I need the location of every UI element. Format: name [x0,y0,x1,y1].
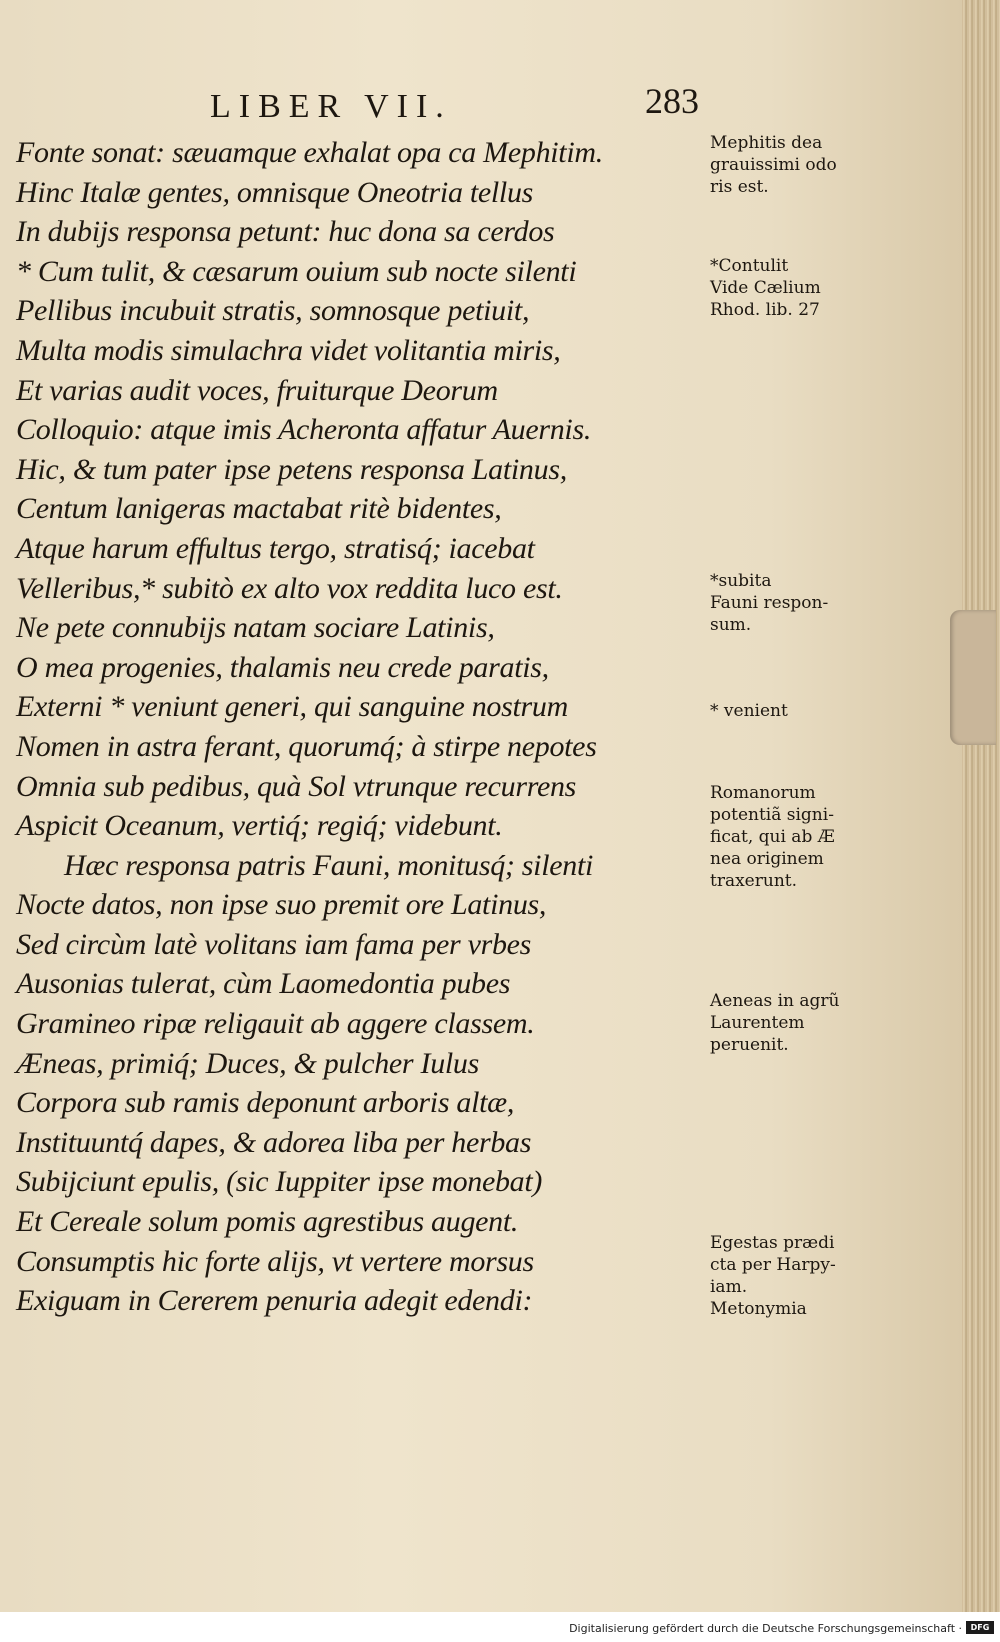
verse-line: Instituuntq́ dapes, & adorea liba per herbas [16,1125,532,1159]
verse-line: Ausonias tulerat, cùm Laomedontia pubes [16,967,511,1001]
dfg-logo: DFG [966,1621,994,1634]
margin-note-mephitis [710,132,837,198]
margin-note-egestas [710,1232,836,1320]
margin-note-line: Aeneas in agrũ [710,991,840,1011]
margin-note-venient [710,700,788,722]
margin-note-line: Romanorum [710,783,816,803]
margin-note-line: potentiã signi- [710,805,834,825]
margin-note-line: Mephitis dea [710,133,823,153]
margin-note-romanorum [710,782,835,892]
verse-line: Consumptis hic forte alijs, vt vertere morsus [16,1244,534,1278]
digitization-footer [0,1612,1000,1642]
margin-note-line: grauissimi odo [710,155,837,175]
page-edges [962,0,1000,1612]
verse-line: * Cum tulit, & cæsarum ouium sub nocte silenti [16,254,577,288]
verse-line: Exiguam in Cererem penuria adegit edendi: [16,1284,533,1318]
funding-notice: Digitalisierung gefördert durch die Deutsche Forschungsgemeinschaft · [569,1622,962,1635]
margin-note-line: *Contulit [710,256,789,276]
verse-line: Hinc Italæ gentes, omnisque Oneotria tellus [16,175,534,209]
verse-line: Atque harum effultus tergo, stratisq́; iacebat [16,531,535,565]
margin-note-line: ficat, qui ab Æ [710,827,835,847]
verse-line: Pellibus incubuit stratis, somnosque petiuit, [16,294,530,328]
verse-line: Nocte datos, non ipse suo premit ore Latinus, [16,888,547,922]
running-head: LIBER VII. [210,88,452,125]
verse-line: Centum lanigeras mactabat ritè bidentes, [16,492,502,526]
verse-line: Ne pete connubijs natam sociare Latinis, [16,611,495,645]
margin-note-line: Fauni respon- [710,593,829,613]
verse-line: Gramineo ripæ religauit ab aggere classem. [16,1007,535,1041]
verse-line: Et varias audit voces, fruiturque Deorum [16,373,498,407]
verse-line: Multa modis simulachra videt volitantia miris, [16,333,561,367]
verse-line: Nomen in astra ferant, quorumq́; à stirpe nepotes [16,729,597,763]
margin-note-line: Laurentem [710,1013,805,1033]
margin-note-line: * venient [710,701,788,721]
margin-note-aeneas [710,990,840,1056]
verse-line: Omnia sub pedibus, quà Sol vtrunque recurrens [16,769,577,803]
margin-note-line: *subita [710,571,772,591]
margin-note-line: iam. [710,1277,748,1297]
verse-line: Velleribus,* subitò ex alto vox reddita luco est. [16,571,563,605]
verse-line: Et Cereale solum pomis agrestibus augent. [16,1205,519,1239]
margin-note-line: ris est. [710,177,769,197]
verse-line: Subijciunt epulis, (sic Iuppiter ipse monebat) [16,1165,543,1199]
verse-line: Æneas, primiq́; Duces, & pulcher Iulus [16,1046,480,1080]
margin-note-line: traxerunt. [710,871,798,891]
margin-note-line: Vide Cælium [710,278,821,298]
verse-line: Externi * veniunt generi, qui sanguine nostrum [16,690,568,724]
page-number: 283 [645,81,699,121]
margin-note-line: Rhod. lib. 27 [710,300,820,320]
verse-line: Hic, & tum pater ipse petens responsa Latinus, [16,452,567,486]
margin-note-line: peruenit. [710,1035,789,1055]
margin-note-line: sum. [710,615,752,635]
bookmark-tab [950,610,996,745]
margin-note-contulit [710,255,821,321]
verse-line: Corpora sub ramis deponunt arboris altæ, [16,1086,515,1120]
verse-line: Colloquio: atque imis Acheronta affatur Auernis. [16,413,592,447]
verse-line: Hæc responsa patris Fauni, monitusq́; silenti [64,848,594,882]
verse-line: Aspicit Oceanum, vertiq́; regiq́; videbunt. [16,809,503,843]
verse-line: O mea progenies, thalamis neu crede paratis, [16,650,549,684]
margin-note-line: cta per Harpy- [710,1255,836,1275]
margin-note-line: Egestas prædi [710,1233,835,1253]
margin-note-subita [710,570,828,636]
verse-line: Fonte sonat: sæuamque exhalat opa ca Mephitim. [16,136,603,169]
verse-text [16,133,701,1321]
verse-line: In dubijs responsa petunt: huc dona sa cerdos [16,215,555,249]
verse-line: Sed circùm latè volitans iam fama per vrbes [16,927,532,961]
margin-note-line: Metonymia [710,1299,807,1319]
margin-note-line: nea originem [710,849,824,869]
